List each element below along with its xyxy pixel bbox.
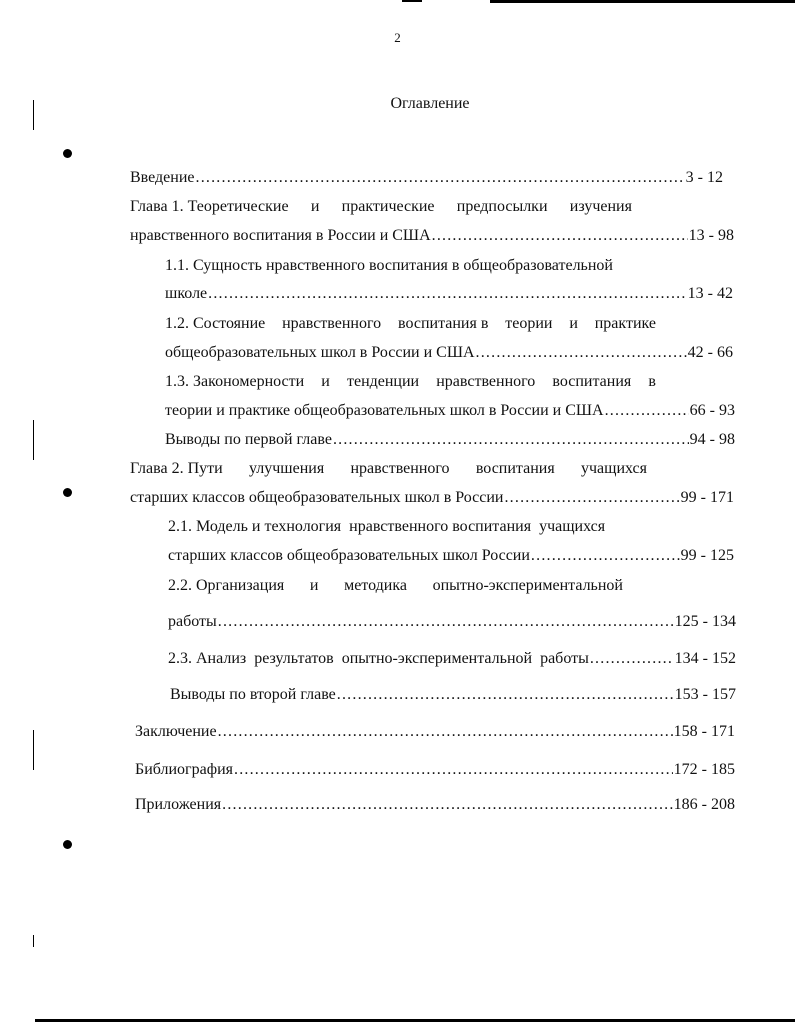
punch-hole-mark <box>63 488 72 497</box>
toc-word: практические <box>341 198 435 215</box>
punch-hole-mark <box>63 149 72 158</box>
toc-word: улучшения <box>248 460 325 477</box>
toc-section-2-3[interactable] <box>168 649 736 669</box>
toc-word: тенденции <box>346 373 420 390</box>
toc-entry-pages: 158 - 171 <box>673 723 735 740</box>
toc-entry-pages: 94 - 98 <box>689 431 735 448</box>
toc-entry-pages: 13 - 42 <box>687 285 733 302</box>
toc-word: нравственного <box>282 315 382 332</box>
toc-entry-pages: 99 - 171 <box>680 489 734 506</box>
toc-leader-dots <box>218 612 674 632</box>
toc-entry-label: Выводы по первой главе <box>165 431 332 448</box>
toc-chapter1-title[interactable] <box>130 197 632 217</box>
toc-entry-label: старших классов общеобразовательных школ России <box>168 547 530 564</box>
toc-word: 1.3. Закономерности <box>165 373 305 390</box>
toc-word: теории <box>505 315 553 332</box>
toc-section-2-1-cont[interactable] <box>168 546 734 566</box>
toc-entry-label: Выводы по второй главе <box>170 686 336 703</box>
toc-word: нравственного <box>436 373 536 390</box>
toc-word: и <box>309 577 319 594</box>
toc-leader-dots <box>337 685 674 705</box>
toc-chapter2-title-cont[interactable] <box>130 488 734 508</box>
toc-section-1-1-title[interactable]: 1.1. Сущность нравственного воспитания в общеобразовательной <box>165 257 613 274</box>
toc-section-1-3-cont[interactable] <box>165 401 735 421</box>
toc-leader-dots <box>222 795 673 815</box>
toc-word: в <box>648 373 656 390</box>
toc-word: воспитания <box>475 460 555 477</box>
toc-word: и <box>569 315 578 332</box>
scan-edge-top <box>490 0 795 3</box>
scan-edge-left-2 <box>33 420 34 460</box>
scan-edge-left-3 <box>33 730 34 770</box>
toc-entry-pages: 125 - 134 <box>674 613 736 630</box>
toc-entry-label: старших классов общеобразовательных школ в России <box>130 489 504 506</box>
toc-leader-dots <box>590 649 674 669</box>
toc-entry-appendices[interactable] <box>135 795 735 815</box>
toc-section-2-2-cont[interactable] <box>168 612 736 632</box>
toc-chapter2-conclusions[interactable] <box>170 685 736 705</box>
toc-section-2-2-title[interactable] <box>168 576 623 596</box>
toc-section-1-3-title[interactable] <box>165 372 656 392</box>
scan-edge-left-4 <box>33 935 34 947</box>
toc-entry-label: нравственного воспитания в России и США <box>130 227 431 244</box>
toc-entry-label: работы <box>168 613 217 630</box>
toc-entry-pages: 99 - 125 <box>680 547 734 564</box>
toc-leader-dots <box>476 343 687 363</box>
toc-chapter1-title-cont[interactable] <box>130 226 734 246</box>
toc-word: методика <box>344 577 407 594</box>
toc-entry-pages: 13 - 98 <box>688 227 734 244</box>
toc-entry-label: Заключение <box>135 723 217 740</box>
toc-entry-label: школе <box>165 285 208 302</box>
toc-entry-pages: 172 - 185 <box>673 761 735 778</box>
toc-section-1-2-cont[interactable] <box>165 343 733 363</box>
toc-leader-dots <box>196 168 685 188</box>
toc-word: Глава 1. Теоретические <box>130 198 289 215</box>
toc-entry-label: 2.3. Анализ результатов опытно-экспериментальной работы <box>168 650 589 667</box>
toc-entry-pages: 66 - 93 <box>689 402 735 419</box>
toc-word: изучения <box>569 198 632 215</box>
toc-entry-label: Введение <box>130 169 195 186</box>
toc-entry-label: Приложения <box>135 796 222 813</box>
page-number: 2 <box>394 30 401 45</box>
toc-leader-dots <box>208 284 687 304</box>
toc-word: воспитания в <box>398 315 489 332</box>
toc-word: воспитания <box>552 373 632 390</box>
toc-chapter2-title[interactable] <box>130 459 647 479</box>
toc-word: предпосылки <box>456 198 548 215</box>
toc-word: учащихся <box>580 460 647 477</box>
toc-entry-bibliography[interactable] <box>135 760 735 780</box>
scan-edge-top-short <box>402 0 422 2</box>
toc-leader-dots <box>504 488 679 508</box>
toc-leader-dots <box>333 430 689 450</box>
toc-word: Глава 2. Пути <box>130 460 223 477</box>
punch-hole-mark <box>63 840 72 849</box>
scan-edge-bottom <box>35 1019 795 1022</box>
toc-word: 1.2. Состояние <box>165 315 266 332</box>
toc-leader-dots <box>432 226 688 246</box>
toc-section-2-1-title[interactable]: 2.1. Модель и технология нравственного воспитания учащихся <box>168 518 606 535</box>
toc-entry-pages: 186 - 208 <box>673 796 735 813</box>
toc-entry-intro[interactable] <box>130 168 723 188</box>
toc-section-1-1-cont[interactable] <box>165 284 733 304</box>
toc-entry-label: общеобразовательных школ в России и США <box>165 344 475 361</box>
toc-entry-pages: 153 - 157 <box>674 686 736 703</box>
toc-word: практике <box>594 315 656 332</box>
toc-word: опытно-экспериментальной <box>432 577 623 594</box>
toc-entry-label: теории и практике общеобразовательных школ в России и США <box>165 402 604 419</box>
toc-leader-dots <box>531 546 680 566</box>
toc-leader-dots <box>234 760 673 780</box>
toc-entry-label: Библиография <box>135 761 233 778</box>
toc-word: и <box>321 373 330 390</box>
toc-word: и <box>310 198 320 215</box>
toc-chapter1-conclusions[interactable] <box>165 430 735 450</box>
toc-word: нравственного <box>350 460 450 477</box>
toc-leader-dots <box>605 401 689 421</box>
toc-title: Оглавление <box>390 95 470 112</box>
toc-entry-pages: 134 - 152 <box>674 650 736 667</box>
toc-section-1-2-title[interactable] <box>165 314 656 334</box>
toc-leader-dots <box>218 722 673 742</box>
toc-entry-pages: 3 - 12 <box>685 169 723 186</box>
toc-word: 2.2. Организация <box>168 577 285 594</box>
toc-entry-conclusion[interactable] <box>135 722 735 742</box>
toc-entry-pages: 42 - 66 <box>687 344 733 361</box>
